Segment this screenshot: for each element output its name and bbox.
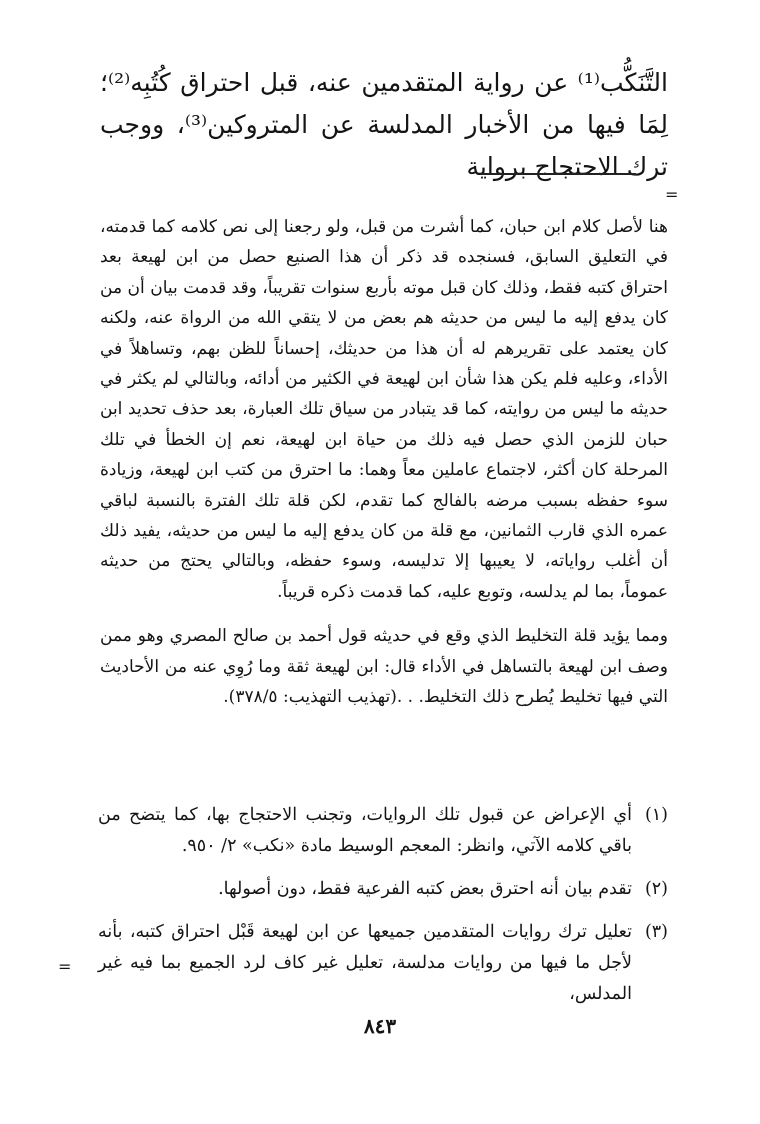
continued-note-paragraph-1: هنا لأصل كلام ابن حبان، كما أشرت من قبل، ولو رجعنا إلى نص كلامه كما قدمته، في التعليق السابق، فسنجده قد ذكر أن هذا الصنيع حصل من ابن لهيعة بعد احتراق كتبه فقط، وذلك كان قبل موته بأربع سنوات تقريباً، وقد قدمت بيان أن من كان يدفع إليه ما ليس من حديثه هم بعض من لا يتقي الله من الرواة عنه، ولكنه كان يعتمد على تقريرهم له أن هذا من حديثك، إحساناً للظن بهم، وتساهلاً في الأداء، وعليه فلم يكن هذا شأن ابن لهيعة في الكثير من أدائه، وبالتالي لم يكثر في حديثه ما ليس من روايته، كما قد يتبادر من سياق تلك العبارة، بعد حذف تحديد ابن حبان للزمن الذي حصل فيه ذلك من حياة ابن لهيعة، نعم إن الخطأ في تلك المرحلة كان أكثر، لاجتماع عاملين معاً وهما: ما احترق من كتب ابن لهيعة، وزيادة سوء حفظه بسبب مرضه بالفالج كما تقدم، لكن قلة تلك الفترة بالنسبة لباقي عمره الذي قارب الثمانين، مع قلة من كان يدفع إليه ما ليس من حديثه، يفيد ذلك أن أغلب رواياته، لا يعيبها إلا تدليسه، وسوء حفظه، وبالتالي يحتج من حديثه عموماً، بما لم يدلسه، وتوبع عليه، كما قدمت ذكره قريباً. (100, 217, 668, 602)
continuation-mark-bottom: = (58, 957, 72, 976)
footnotes-list (98, 800, 668, 1022)
main-text-block (100, 62, 668, 188)
footnote-text: تقدم بيان أنه احترق بعض كتبه الفرعية فقط، دون أصولها. (218, 879, 632, 899)
footnote-1 (98, 800, 668, 862)
continuation-mark-top: = (665, 185, 679, 204)
footnote-2 (98, 874, 668, 905)
footnote-number: (١) (644, 805, 668, 825)
footnote-text: أي الإعراض عن قبول تلك الروايات، وتجنب الاحتجاج بها، كما يتضح من باقي كلامه الآتي، وانظر: المعجم الوسيط مادة «نكب» ٢/ ٩٥٠. (98, 805, 632, 856)
footnote-text: تعليل ترك روايات المتقدمين جميعها عن ابن لهيعة قَبْل احتراق كتبه، بأنه لأجل ما فيها من روايات مدلسة، تعليل غير كاف لرد الجميع بما فيه غير المدلس، (98, 922, 632, 1004)
footnote-separator-line (480, 173, 636, 175)
continued-note-paragraph-2: ومما يؤيد قلة التخليط الذي وقع في حديثه قول أحمد بن صالح المصري وهو ممن وصف ابن لهيعة بالتساهل في الأداء قال: ابن لهيعة ثقة وما رُوِي عنه من الأحاديث التي فيها تخليط يُطرح ذلك التخليط. . .(تهذيب التهذيب: ٣٧٨/٥). (100, 626, 668, 708)
footnote-3 (98, 917, 668, 1010)
page-number: ٨٤٣ (363, 1014, 397, 1038)
continued-note-block (100, 212, 668, 713)
main-paragraph: التَّنَكُّب⁽¹⁾ عن رواية المتقدمين عنه، قبل احتراق كُتُبِه⁽²⁾؛ لِمَا فيها من الأخبار المدلسة عن المتروكين⁽³⁾، ووجب ترك الاحتجاج برواية (100, 68, 668, 181)
footnote-number: (٣) (644, 922, 668, 942)
footnote-number: (٢) (644, 879, 668, 899)
